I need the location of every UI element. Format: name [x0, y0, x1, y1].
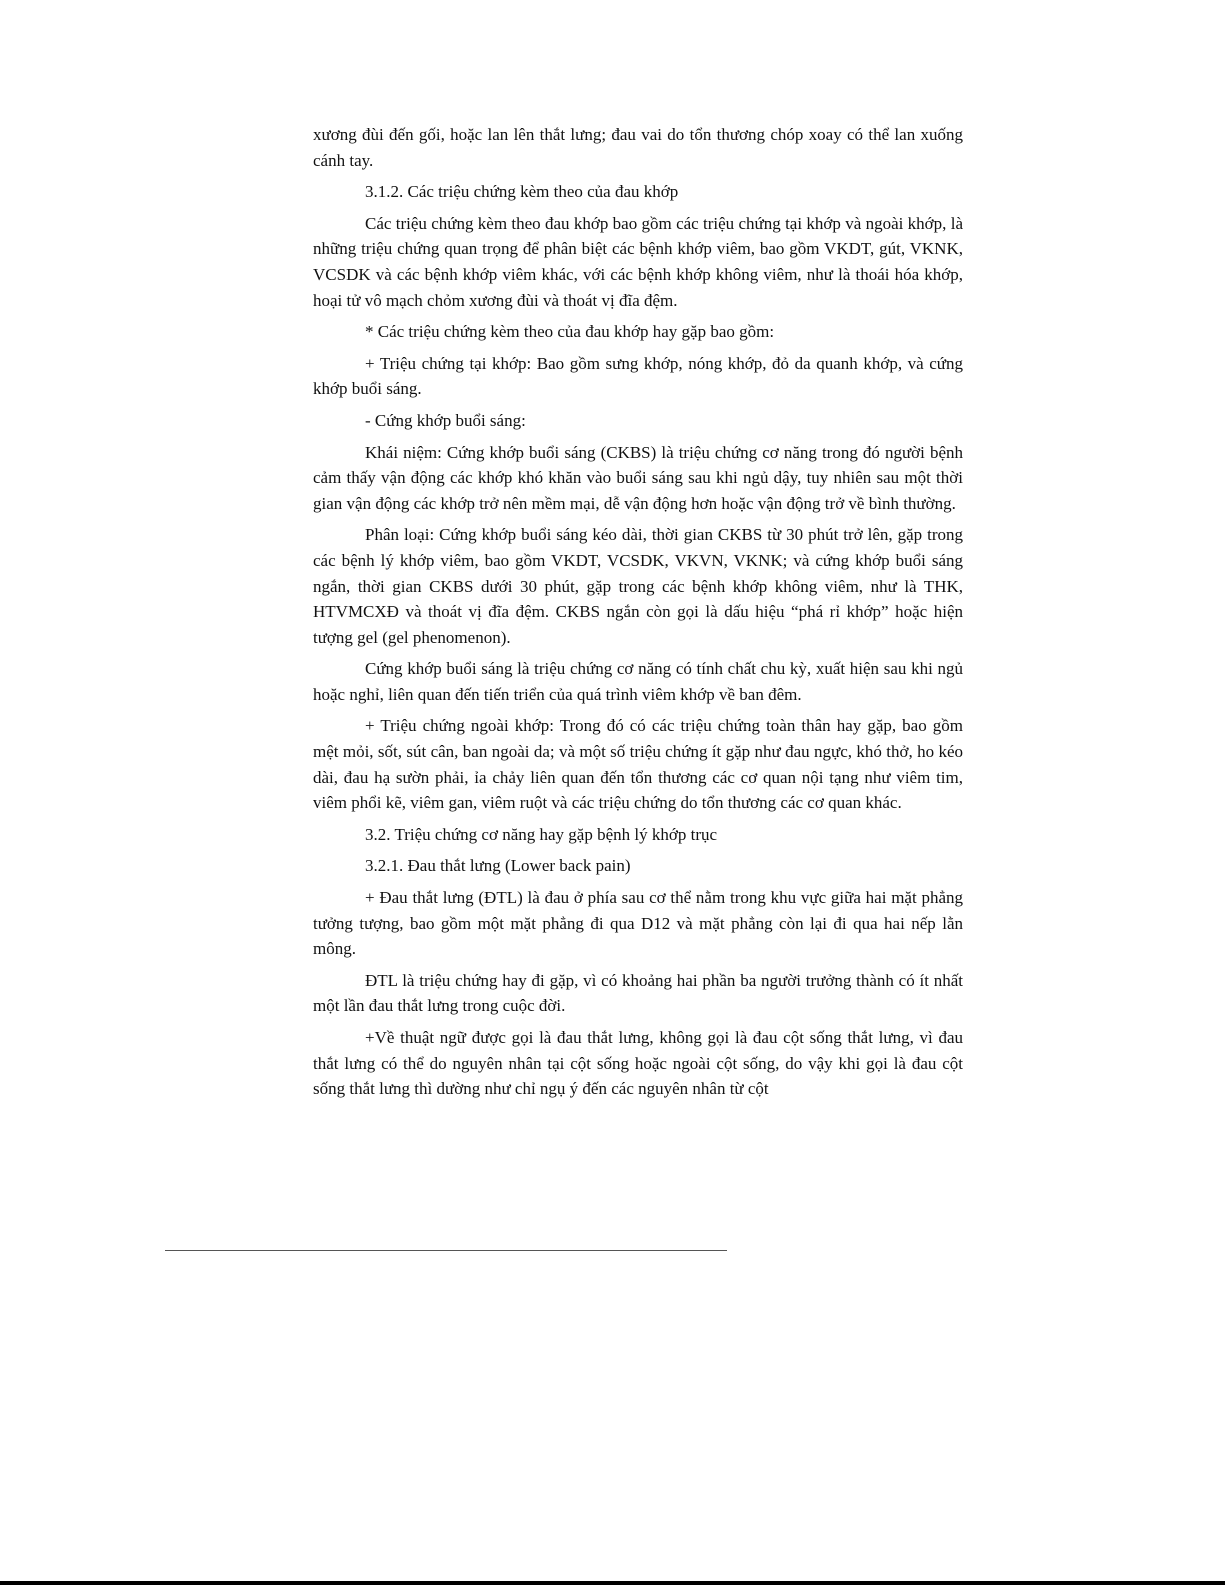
paragraph: Các triệu chứng kèm theo đau khớp bao gồm các triệu chứng tại khớp và ngoài khớp, là những triệu chứng quan trọng để phân biệt các bệnh khớp viêm, bao gồm VKDT, gút, VKNK, VCSDK và các bệnh khớp viêm khác, với các bệnh khớp không viêm, như là thoái hóa khớp, hoại tử vô mạch chỏm xương đùi và thoát vị đĩa đệm.: [313, 213, 963, 310]
section-heading-3-2-1: 3.2.1. Đau thắt lưng (Lower back pain): [365, 856, 631, 876]
page-bottom-edge: [0, 1581, 1225, 1585]
paragraph: + Triệu chứng tại khớp: Bao gồm sưng khớp, nóng khớp, đỏ da quanh khớp, và cứng khớp buổi sáng.: [313, 353, 963, 399]
paragraph: Cứng khớp buổi sáng là triệu chứng cơ năng có tính chất chu kỳ, xuất hiện sau khi ngủ hoặc nghỉ, liên quan đến tiến triển của quá trình viêm khớp về ban đêm.: [313, 659, 963, 704]
footnote-divider: [165, 1250, 727, 1251]
paragraph: + Triệu chứng ngoài khớp: Trong đó có các triệu chứng toàn thân hay gặp, bao gồm mệt mỏi, sốt, sút cân, ban ngoài da; và một số triệu chứng ít gặp như đau ngực, khó thở, ho kéo dài, đau hạ sườn phải, ỉa chảy liên quan đến tổn thương các cơ quan nội tạng như viêm tim, viêm phổi kẽ, viêm gan, viêm ruột và các triệu chứng do tổn thương các cơ quan khác.: [313, 716, 963, 813]
paragraph: + Đau thắt lưng (ĐTL) là đau ở phía sau cơ thể nằm trong khu vực giữa hai mặt phẳng tưởng tượng, bao gồm một mặt phẳng đi qua D12 và mặt phẳng còn lại đi qua hai nếp lằn mông.: [313, 888, 963, 959]
paragraph: * Các triệu chứng kèm theo của đau khớp hay gặp bao gồm:: [365, 322, 775, 342]
section-heading-3-1-2: 3.1.2. Các triệu chứng kèm theo của đau khớp: [365, 182, 679, 202]
section-heading-3-2: 3.2. Triệu chứng cơ năng hay gặp bệnh lý khớp trục: [365, 824, 718, 844]
body-text: [313, 122, 963, 1108]
paragraph-continuation: xương đùi đến gối, hoặc lan lên thắt lưng; đau vai do tổn thương chóp xoay có thể lan xuống cánh tay.: [313, 125, 963, 170]
paragraph: Phân loại: Cứng khớp buổi sáng kéo dài, thời gian CKBS từ 30 phút trở lên, gặp trong các bệnh lý khớp viêm, bao gồm VKDT, VCSDK, VKVN, VKNK; và cứng khớp buổi sáng ngắn, thời gian CKBS dưới 30 phút, gặp trong các bệnh khớp không viêm, như là THK, HTVMCXĐ và thoát vị đĩa đệm. CKBS ngắn còn gọi là dấu hiệu “phá rỉ khớp” hoặc hiện tượng gel (gel phenomenon).: [313, 525, 963, 647]
paragraph: - Cứng khớp buổi sáng:: [365, 410, 526, 430]
paragraph: ĐTL là triệu chứng hay đi gặp, vì có khoảng hai phần ba người trưởng thành có ít nhất một lần đau thắt lưng trong cuộc đời.: [313, 970, 963, 1016]
paragraph: +Về thuật ngữ được gọi là đau thắt lưng, không gọi là đau cột sống thắt lưng, vì đau thắt lưng có thể do nguyên nhân tại cột sống hoặc ngoài cột sống, do vậy khi gọi là đau cột sống thắt lưng thì dường như chỉ ngụ ý đến các nguyên nhân từ cột: [313, 1028, 963, 1099]
paragraph: Khái niệm: Cứng khớp buổi sáng (CKBS) là triệu chứng cơ năng trong đó người bệnh cảm thấy vận động các khớp khó khăn vào buổi sáng sau khi ngủ dậy, tuy nhiên sau một thời gian vận động các khớp trở nên mềm mại, dễ vận động hơn hoặc vận động trở về bình thường.: [313, 442, 963, 513]
